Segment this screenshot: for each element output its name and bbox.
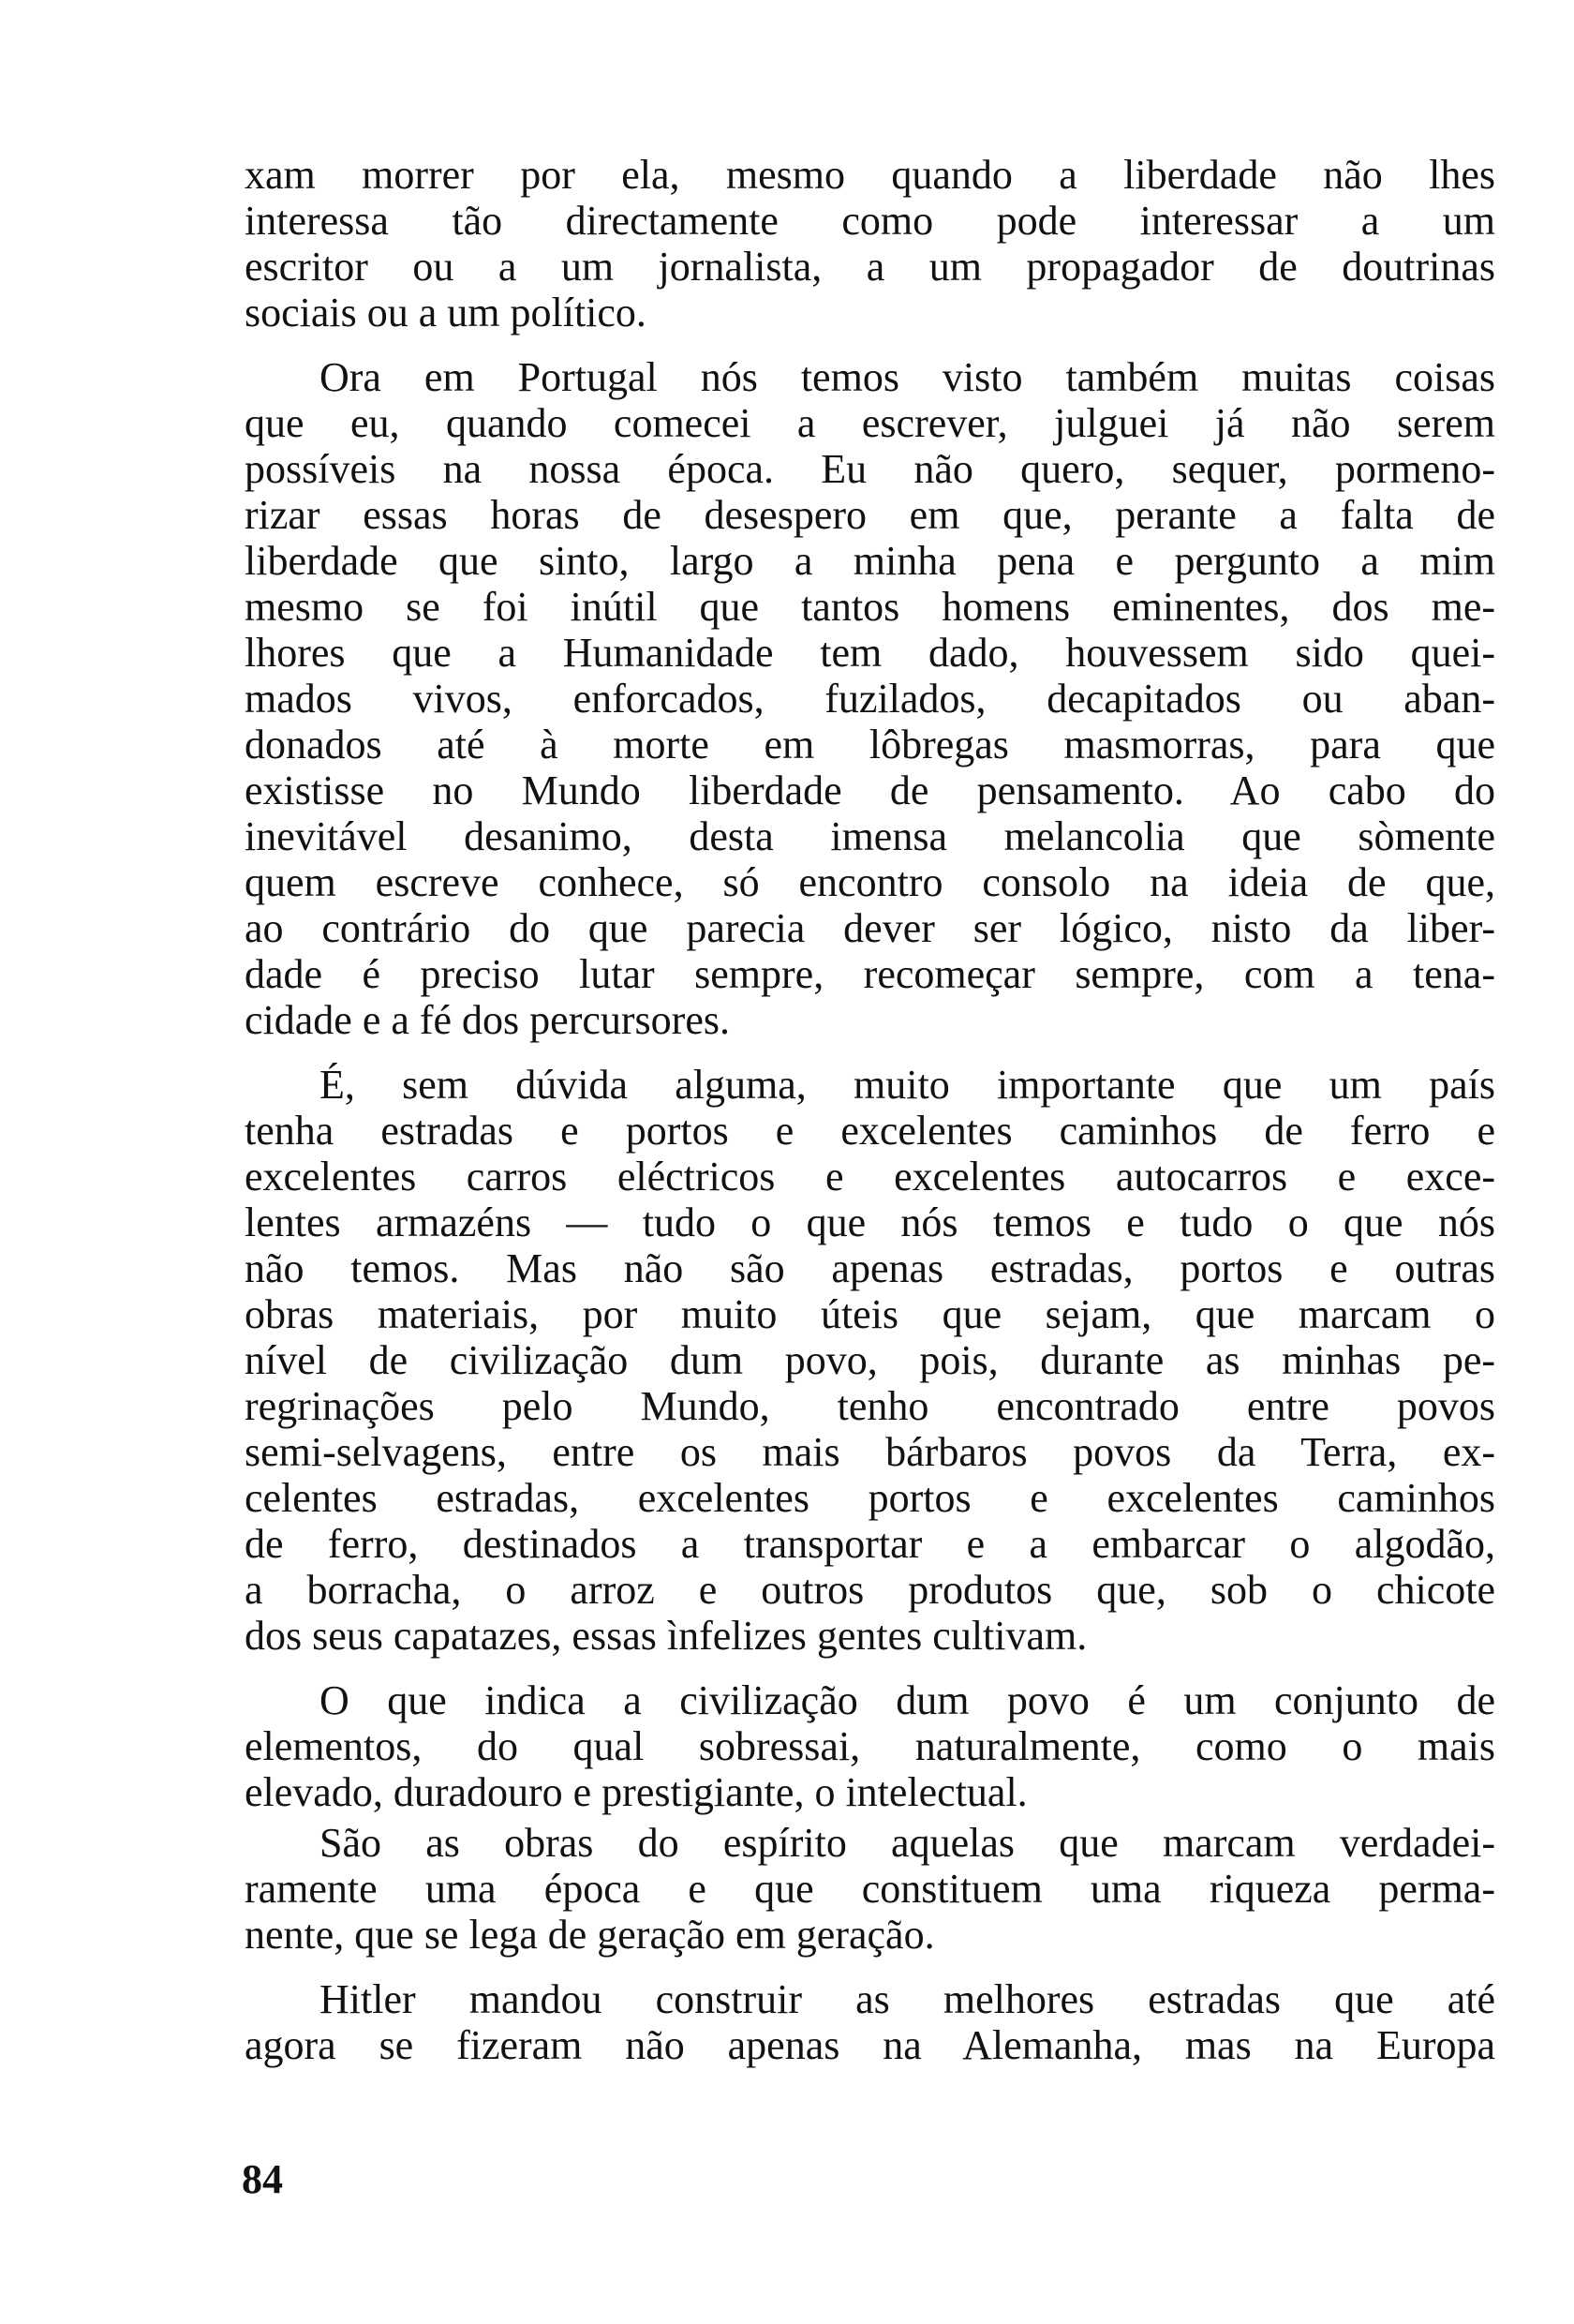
text-line: tenha estradas e portos e excelentes caminhos de ferro e [245,1108,1495,1154]
text-line: lhores que a Humanidade tem dado, houvessem sido quei- [245,630,1495,676]
text-line: É, sem dúvida alguma, muito importante que um país [319,1062,1495,1108]
text-line: donados até à morte em lôbregas masmorras, para que [245,722,1495,767]
text-line: a borracha, o arroz e outros produtos que, sob o chicote [245,1567,1495,1613]
text-line: sociais ou a um político. [245,290,646,335]
text-line: São as obras do espírito aquelas que marcam verdadei- [319,1820,1495,1866]
text-line: Ora em Portugal nós temos visto também muitas coisas [319,354,1495,400]
paragraph [245,1976,1495,2068]
paragraph [245,354,1495,1043]
text-line: regrinações pelo Mundo, tenho encontrado entre povos [245,1383,1495,1429]
text-line: dade é preciso lutar sempre, recomeçar sempre, com a tena- [245,951,1495,997]
text-line: excelentes carros eléctricos e excelentes autocarros e exce- [245,1154,1495,1199]
text-line: não temos. Mas não são apenas estradas, portos e outras [245,1245,1495,1291]
text-line: inevitável desanimo, desta imensa melancolia que sòmente [245,813,1495,859]
paragraph [245,152,1495,335]
text-line: ao contrário do que parecia dever ser lógico, nisto da liber- [245,905,1495,951]
paragraph [245,1677,1495,1815]
text-line: escritor ou a um jornalista, a um propagador de doutrinas [245,244,1495,290]
text-line: elementos, do qual sobressai, naturalmente, como o mais [245,1723,1495,1769]
text-line: xam morrer por ela, mesmo quando a liberdade não lhes [245,152,1495,198]
text-line: nente, que se lega de geração em geração. [245,1912,935,1958]
text-line: O que indica a civilização dum povo é um conjunto de [319,1677,1495,1723]
text-line: nível de civilização dum povo, pois, durante as minhas pe- [245,1337,1495,1383]
text-line: existisse no Mundo liberdade de pensamento. Ao cabo do [245,767,1495,813]
text-line: quem escreve conhece, só encontro consolo na ideia de que, [245,859,1495,905]
paragraph [245,1820,1495,1958]
text-line: lentes armazéns — tudo o que nós temos e tudo o que nós [245,1199,1495,1245]
text-line: Hitler mandou construir as melhores estradas que até [319,1976,1495,2022]
text-line: elevado, duradouro e prestigiante, o intelectual. [245,1769,1028,1815]
text-line: obras materiais, por muito úteis que sejam, que marcam o [245,1291,1495,1337]
paragraph [245,1062,1495,1659]
text-line: semi-selvagens, entre os mais bárbaros povos da Terra, ex- [245,1429,1495,1475]
text-line: rizar essas horas de desespero em que, perante a falta de [245,492,1495,538]
text-line: cidade e a fé dos percursores. [245,997,730,1043]
text-line: de ferro, destinados a transportar e a embarcar o algodão, [245,1521,1495,1567]
text-line: mados vivos, enforcados, fuzilados, decapitados ou aban- [245,676,1495,722]
text-line: interessa tão directamente como pode interessar a um [245,198,1495,244]
text-line: ramente uma época e que constituem uma riqueza perma- [245,1866,1495,1912]
text-line: dos seus capatazes, essas ìnfelizes gentes cultivam. [245,1613,1088,1659]
text-line: agora se fizeram não apenas na Alemanha, mas na Europa [245,2022,1495,2068]
text-line: que eu, quando comecei a escrever, julguei já não serem [245,400,1495,446]
page-number: 84 [242,2156,283,2202]
text-line: liberdade que sinto, largo a minha pena e pergunto a mim [245,538,1495,584]
text-line: mesmo se foi inútil que tantos homens eminentes, dos me- [245,584,1495,630]
text-line: celentes estradas, excelentes portos e excelentes caminhos [245,1475,1495,1521]
text-line: possíveis na nossa época. Eu não quero, sequer, pormeno- [245,446,1495,492]
